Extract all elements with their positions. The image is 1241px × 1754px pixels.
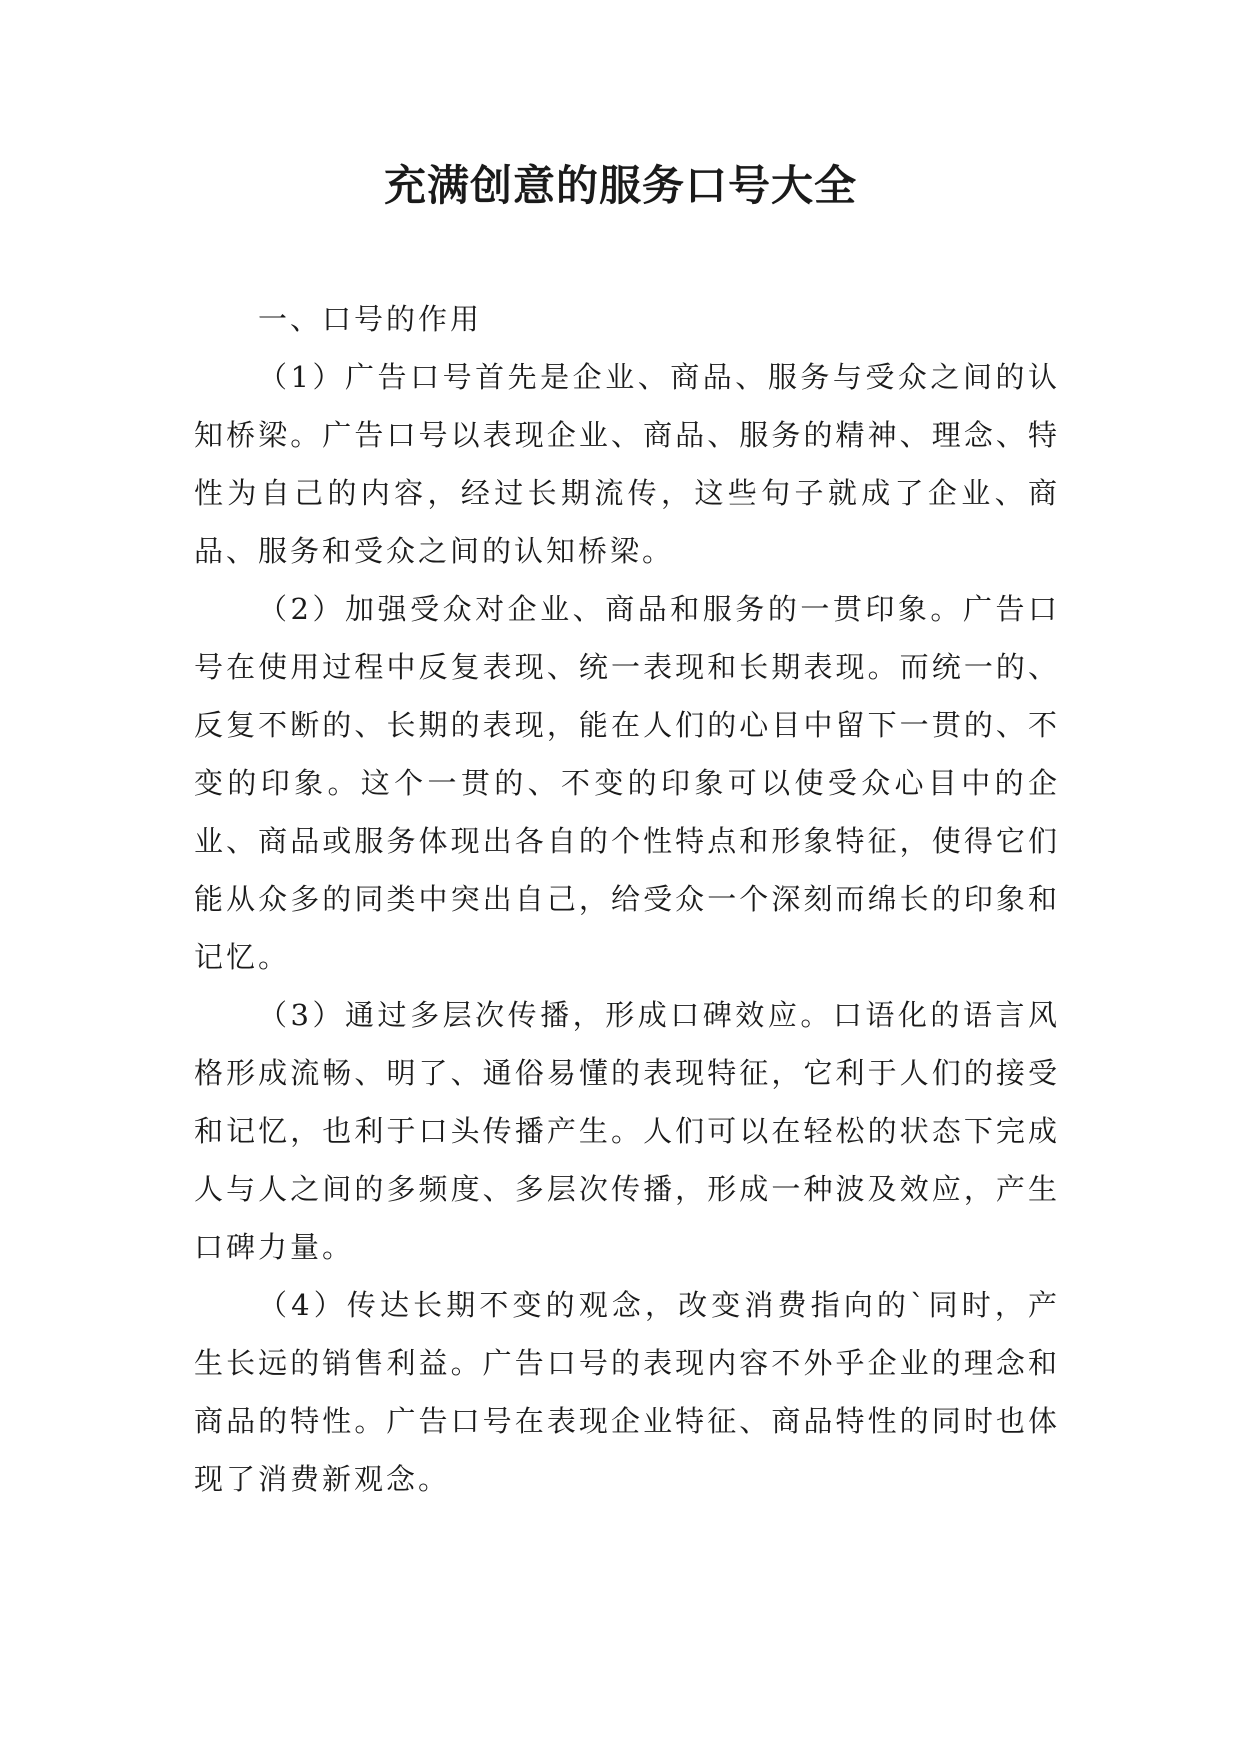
document-body	[194, 290, 1060, 1508]
paragraph-3: （3）通过多层次传播，形成口碑效应。口语化的语言风格形成流畅、明了、通俗易懂的表现特征，它利于人们的接受和记忆，也利于口头传播产生。人们可以在轻松的状态下完成人与人之间的多频度、多层次传播，形成一种波及效应，产生口碑力量。	[194, 998, 1060, 1264]
paragraph-4: （4）传达长期不变的观念，改变消费指向的`同时，产生长远的销售利益。广告口号的表现内容不外乎企业的理念和商品的特性。广告口号在表现企业特征、商品特性的同时也体现了消费新观念。	[194, 1288, 1060, 1496]
paragraph-2: （2）加强受众对企业、商品和服务的一贯印象。广告口号在使用过程中反复表现、统一表现和长期表现。而统一的、反复不断的、长期的表现，能在人们的心目中留下一贯的、不变的印象。这个一贯的、不变的印象可以使受众心目中的企业、商品或服务体现出各自的个性特点和形象特征，使得它们能从众多的同类中突出自己，给受众一个深刻而绵长的印象和记忆。	[194, 592, 1060, 974]
section-heading: 一、口号的作用	[258, 302, 483, 336]
document-title: 充满创意的服务口号大全	[383, 161, 857, 210]
paragraph-1: （1）广告口号首先是企业、商品、服务与受众之间的认知桥梁。广告口号以表现企业、商品、服务的精神、理念、特性为自己的内容，经过长期流传，这些句子就成了企业、商品、服务和受众之间的认知桥梁。	[194, 360, 1060, 568]
